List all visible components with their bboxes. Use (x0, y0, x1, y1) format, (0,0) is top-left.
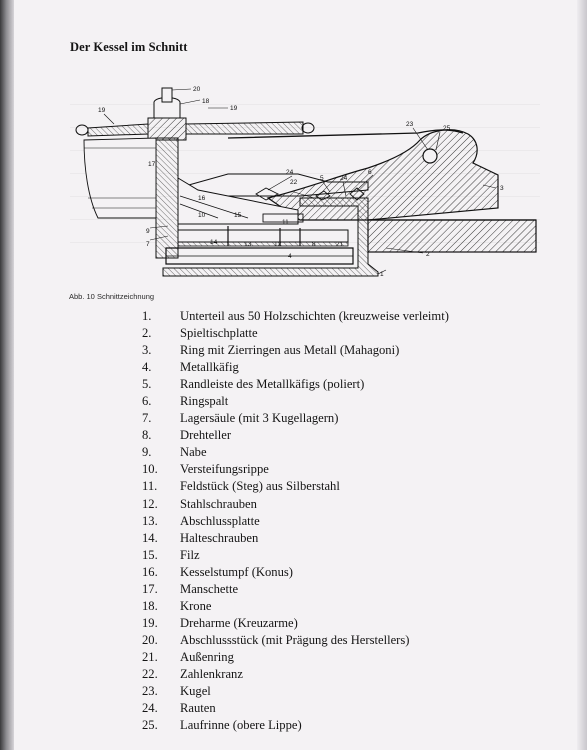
legend-label: Lagersäule (mit 3 Kugellagern) (180, 411, 339, 426)
figure-label-4: 4 (288, 253, 292, 260)
legend-item (142, 598, 449, 615)
figure-label-17: 17 (148, 161, 156, 168)
legend-label: Außenring (180, 649, 234, 664)
figure-label-15: 15 (234, 212, 242, 219)
legend-label: Spieltischplatte (180, 326, 258, 341)
legend-item (142, 649, 449, 666)
legend-number: 8. (142, 428, 152, 443)
figure-label-5: 5 (320, 175, 324, 182)
legend-item (142, 308, 449, 325)
legend-item (142, 717, 449, 734)
legend-label: Kugel (180, 684, 211, 699)
legend-number: 14. (142, 530, 158, 545)
legend-label: Nabe (180, 445, 207, 460)
legend-number: 22. (142, 666, 158, 681)
legend-item (142, 427, 449, 444)
legend-number: 17. (142, 581, 158, 596)
legend-item (142, 478, 449, 495)
figure-label-11: 11 (282, 219, 289, 226)
figure-label-19: 19 (98, 107, 106, 114)
cross-section-svg (68, 78, 553, 283)
legend-number: 4. (142, 360, 152, 375)
legend-number: 19. (142, 615, 158, 630)
figure-label-14: 14 (210, 239, 218, 246)
legend-number: 1. (142, 309, 152, 323)
legend-item (142, 513, 449, 530)
legend-item (142, 615, 449, 632)
legend-number: 2. (142, 326, 152, 341)
legend-label: Ringspalt (180, 394, 229, 409)
legend-label: Randleiste des Metallkäfigs (poliert) (180, 377, 365, 392)
figure-label-6: 6 (368, 169, 372, 176)
legend-item (142, 393, 449, 410)
legend-item (142, 632, 449, 649)
figure-label-19: 19 (230, 105, 238, 112)
legend-label: Filz (180, 547, 200, 562)
legend-number: 6. (142, 394, 152, 409)
figure-label-22: 22 (290, 179, 298, 186)
figure-label-24: 24 (286, 169, 294, 176)
page-edge (577, 0, 587, 750)
legend-item (142, 410, 449, 427)
figure-label-9: 9 (146, 228, 150, 235)
legend-number: 3. (142, 343, 152, 358)
legend-number: 5. (142, 377, 152, 392)
figure-label-2: 2 (426, 251, 430, 258)
legend-label: Zahlenkranz (180, 666, 243, 681)
figure-label-24: 24 (340, 175, 348, 182)
figure-label-18: 18 (202, 98, 210, 105)
legend-item (142, 547, 449, 564)
legend-label: Feldstück (Steg) aus Silberstahl (180, 479, 340, 494)
legend-label: Versteifungsrippe (180, 462, 269, 477)
figure-label-20: 20 (193, 86, 201, 93)
figure-label-1: 1 (380, 271, 384, 278)
legend-item (142, 496, 449, 513)
legend-item (142, 325, 449, 342)
legend-number: 11. (142, 479, 158, 494)
legend-number: 13. (142, 513, 158, 528)
legend-item (142, 666, 449, 683)
legend-item (142, 461, 449, 478)
figure-label-25: 25 (443, 125, 451, 132)
figure-label-12: 12 (274, 241, 282, 248)
legend-item (142, 564, 449, 581)
legend-number: 12. (142, 496, 158, 511)
section-heading: Der Kessel im Schnitt (70, 40, 188, 54)
legend-item (142, 376, 449, 393)
figure-caption: Abb. 10 Schnittzeichnung (69, 292, 155, 301)
legend-label: Manschette (180, 581, 239, 596)
legend-item (142, 444, 449, 461)
figure-label-13: 13 (244, 241, 252, 248)
legend-number: 18. (142, 598, 158, 613)
legend-label: Abschlussstück (mit Prägung des Herstellers) (180, 632, 410, 647)
figure-label-8: 8 (312, 241, 316, 248)
legend-label: Krone (180, 598, 212, 613)
legend-label: Halteschrauben (180, 530, 259, 545)
legend-label: Metallkäfig (180, 360, 239, 375)
figure-label-3: 3 (500, 185, 504, 192)
legend-item (142, 530, 449, 547)
legend-item (142, 581, 449, 598)
legend-item (142, 342, 449, 359)
cross-section-drawing (68, 78, 553, 283)
legend-item (142, 683, 449, 700)
legend-number: 20. (142, 632, 158, 647)
legend-label: Rauten (180, 701, 216, 716)
legend-number: 23. (142, 684, 158, 699)
figure-label-23: 23 (406, 121, 414, 128)
ball-section (423, 149, 437, 163)
table-plate-section (368, 220, 536, 252)
legend-number: 9. (142, 445, 152, 460)
figure-label-16: 16 (198, 195, 206, 202)
legend-number: 15. (142, 547, 158, 562)
figure-label-21: 21 (336, 241, 344, 248)
legend-label: Unterteil aus 50 Holzschichten (kreuzweise verleimt) (180, 309, 449, 323)
legend-label: Ring mit Zierringen aus Metall (Mahagoni) (180, 343, 400, 358)
legend-number: 25. (142, 718, 158, 733)
book-spine-shadow (0, 0, 14, 750)
legend-label: Dreharme (Kreuzarme) (180, 615, 298, 630)
legend-label: Laufrinne (obere Lippe) (180, 718, 302, 733)
legend-item (142, 700, 449, 717)
legend-number: 10. (142, 462, 158, 477)
legend-number: 21. (142, 649, 158, 664)
legend-number: 16. (142, 564, 158, 579)
figure-label-7: 7 (146, 241, 150, 248)
legend-label: Kesselstumpf (Konus) (180, 564, 293, 579)
legend-item (142, 359, 449, 376)
legend-number: 24. (142, 701, 158, 716)
figure-label-10: 10 (198, 212, 206, 219)
legend-label: Abschlussplatte (180, 513, 260, 528)
legend-number: 7. (142, 411, 152, 426)
legend-label: Drehteller (180, 428, 232, 443)
legend-label: Stahlschrauben (180, 496, 257, 511)
parts-legend (142, 308, 449, 734)
